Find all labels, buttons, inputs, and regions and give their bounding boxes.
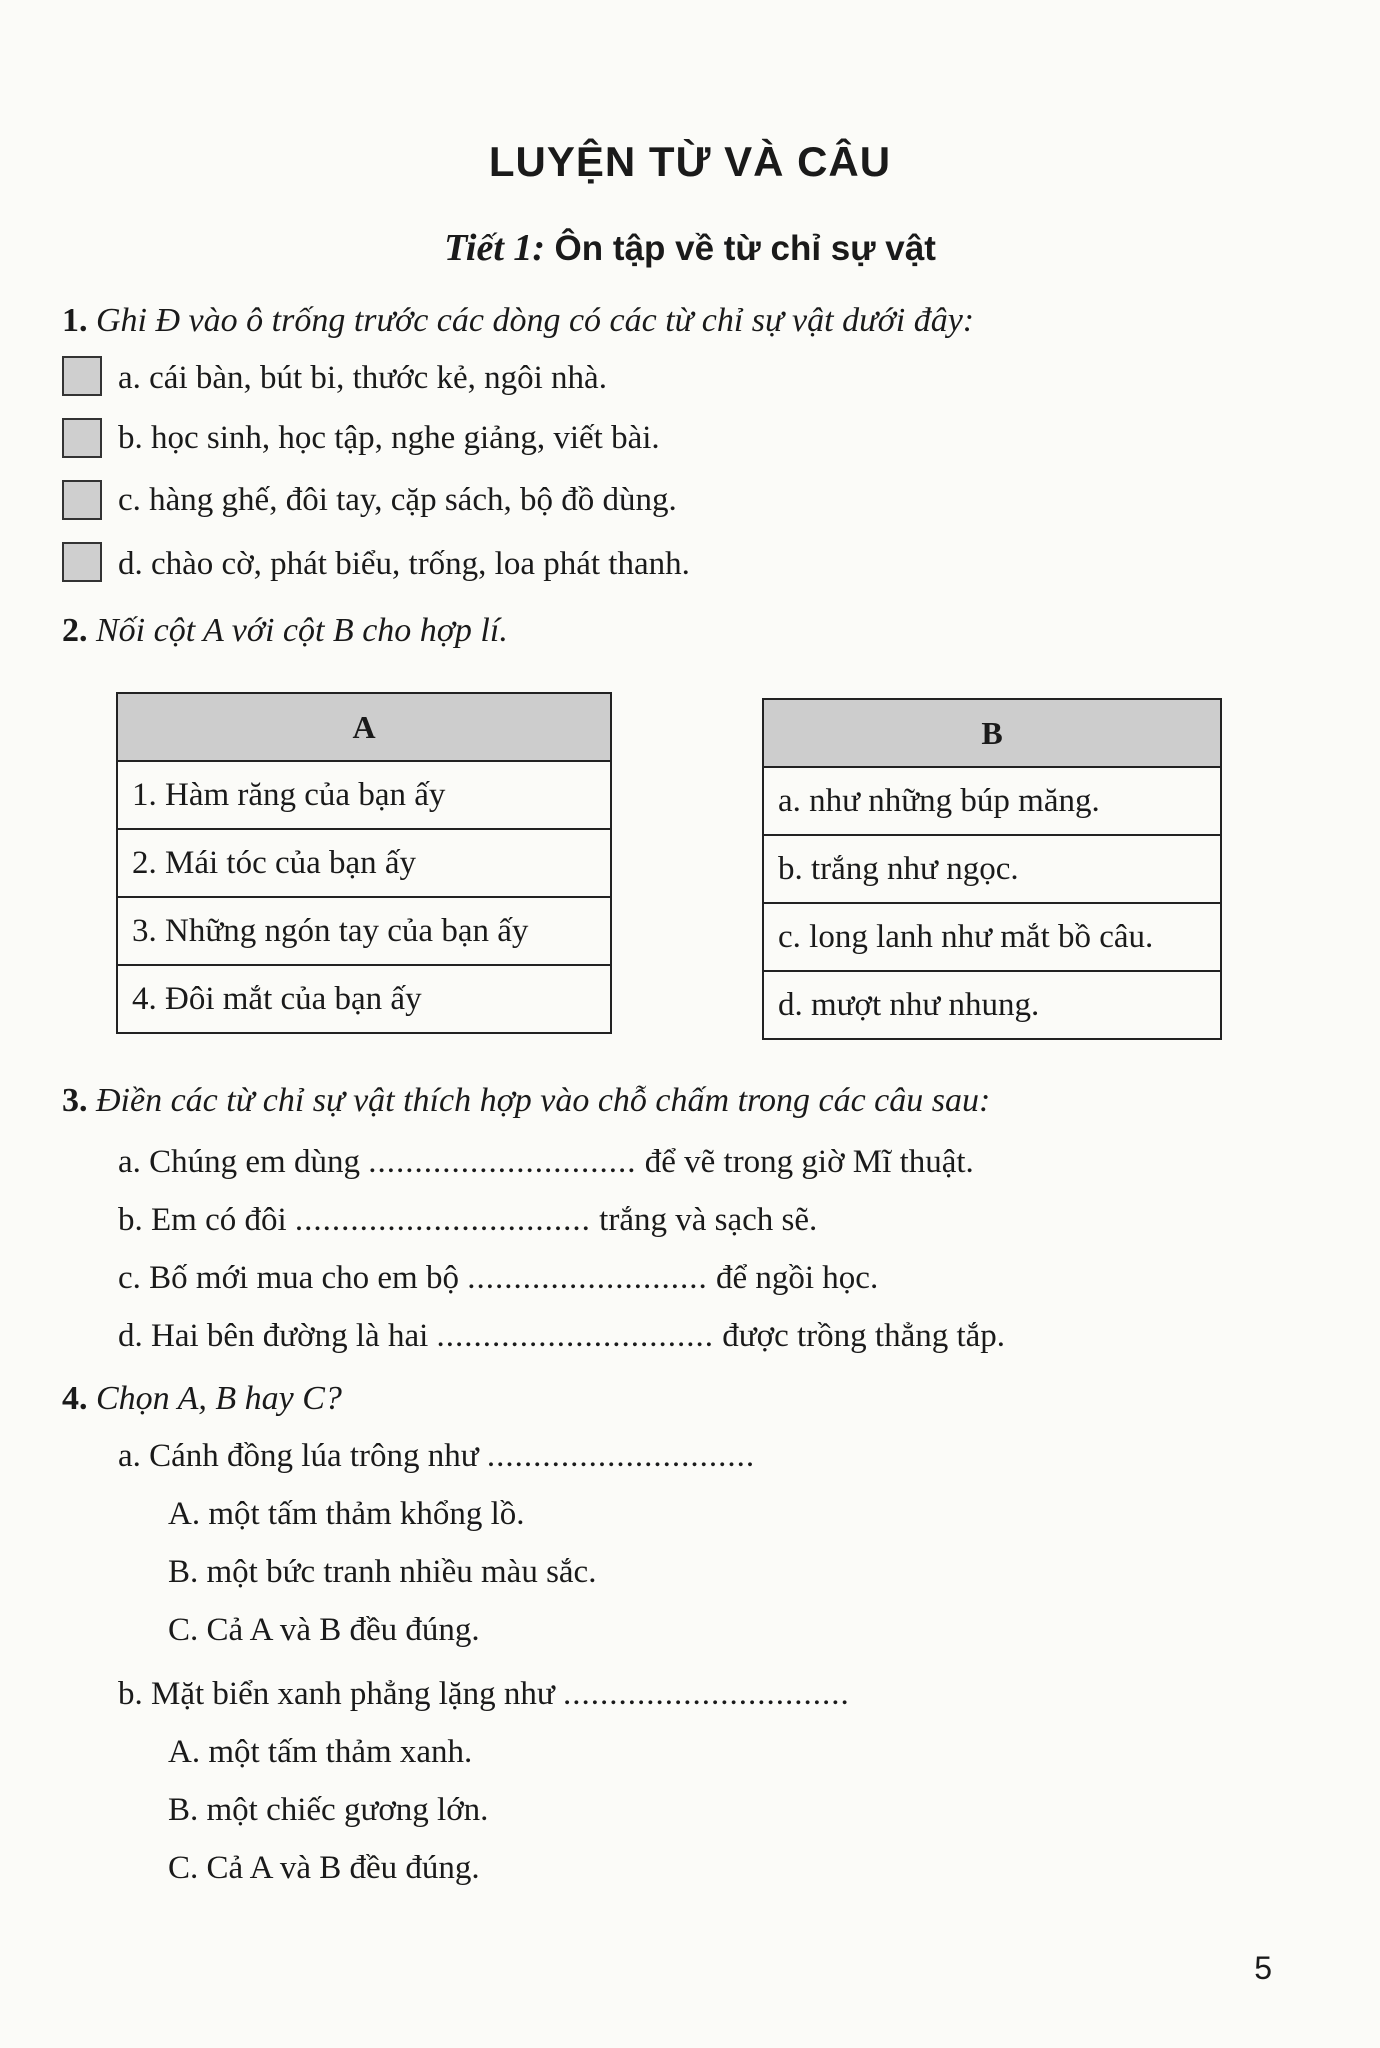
question-3-number: 3. — [62, 1082, 88, 1119]
checkbox-1d[interactable] — [62, 542, 102, 582]
checkbox-1c[interactable] — [62, 480, 102, 520]
fill-blank-3c[interactable]: .......................... — [467, 1260, 708, 1296]
column-a-header: A — [117, 693, 611, 761]
question-4-number: 4. — [62, 1380, 88, 1417]
column-b-table — [762, 698, 1222, 1040]
q4b-stem: b. Mặt biển xanh phẳng lặng như ............................... — [118, 1676, 850, 1712]
q3-item-b: b. Em có đôi ................................ trắng và sạch sẽ. — [118, 1202, 818, 1238]
q4a-option-b[interactable]: B. một bức tranh nhiều màu sắc. — [168, 1554, 597, 1590]
column-b-row-b[interactable]: b. trắng như ngọc. — [763, 835, 1221, 903]
column-b-row-c[interactable]: c. long lanh như mắt bồ câu. — [763, 903, 1221, 971]
q4a-option-a[interactable]: A. một tấm thảm khổng lồ. — [168, 1496, 525, 1532]
page-number: 5 — [1254, 1950, 1272, 1986]
column-a-row-3[interactable]: 3. Những ngón tay của bạn ấy — [117, 897, 611, 965]
q4a-option-c[interactable]: C. Cả A và B đều đúng. — [168, 1612, 480, 1648]
q3-item-d: d. Hai bên đường là hai .............................. được trồng thẳng tắp. — [118, 1318, 1006, 1354]
column-a-row-1[interactable]: 1. Hàm răng của bạn ấy — [117, 761, 611, 829]
checkbox-1b[interactable] — [62, 418, 102, 458]
q3-item-c: c. Bố mới mua cho em bộ .......................... để ngồi học. — [118, 1260, 879, 1296]
column-b-row-d[interactable]: d. mượt như nhung. — [763, 971, 1221, 1039]
q4a-stem: a. Cánh đồng lúa trông như ............................. — [118, 1438, 756, 1474]
question-2 — [62, 612, 508, 650]
q1-item-a: a. cái bàn, bút bi, thước kẻ, ngôi nhà. — [118, 360, 607, 396]
q1-item-d: d. chào cờ, phát biểu, trống, loa phát thanh. — [118, 546, 690, 582]
q4b-option-b[interactable]: B. một chiếc gương lớn. — [168, 1792, 489, 1828]
fill-blank-4a[interactable]: ............................. — [486, 1438, 756, 1474]
fill-blank-3a[interactable]: ............................. — [368, 1144, 637, 1180]
column-b-row-a[interactable]: a. như những búp măng. — [763, 767, 1221, 835]
fill-blank-4b[interactable]: ............................... — [562, 1676, 850, 1712]
lesson-number: Tiết 1: — [444, 227, 546, 269]
checkbox-1a[interactable] — [62, 356, 102, 396]
q3-item-a: a. Chúng em dùng ............................. để vẽ trong giờ Mĩ thuật. — [118, 1144, 974, 1180]
question-3-prompt: Điền các từ chỉ sự vật thích hợp vào chỗ chấm trong các câu sau: — [96, 1082, 991, 1119]
fill-blank-3b[interactable]: ................................ — [294, 1202, 591, 1238]
page-title: LUYỆN TỪ VÀ CÂU — [488, 138, 892, 185]
question-1-number: 1. — [62, 302, 88, 339]
q1-item-b: b. học sinh, học tập, nghe giảng, viết bài. — [118, 420, 660, 456]
lesson-topic: Ôn tập về từ chỉ sự vật — [554, 229, 936, 268]
question-2-number: 2. — [62, 612, 88, 649]
q1-item-c: c. hàng ghế, đôi tay, cặp sách, bộ đồ dùng. — [118, 482, 677, 518]
lesson-subtitle — [0, 226, 1380, 270]
fill-blank-3d[interactable]: .............................. — [436, 1318, 715, 1354]
question-2-prompt: Nối cột A với cột B cho hợp lí. — [96, 612, 508, 649]
q4b-option-a[interactable]: A. một tấm thảm xanh. — [168, 1734, 473, 1770]
question-1-prompt: Ghi Đ vào ô trống trước các dòng có các từ chỉ sự vật dưới đây: — [96, 302, 975, 339]
question-1 — [62, 302, 974, 340]
column-a-table — [116, 692, 612, 1034]
question-4 — [62, 1380, 342, 1418]
question-3 — [62, 1082, 990, 1120]
question-4-prompt: Chọn A, B hay C? — [96, 1380, 342, 1417]
column-a-row-2[interactable]: 2. Mái tóc của bạn ấy — [117, 829, 611, 897]
q4b-option-c[interactable]: C. Cả A và B đều đúng. — [168, 1850, 480, 1886]
column-b-header: B — [763, 699, 1221, 767]
column-a-row-4[interactable]: 4. Đôi mắt của bạn ấy — [117, 965, 611, 1033]
